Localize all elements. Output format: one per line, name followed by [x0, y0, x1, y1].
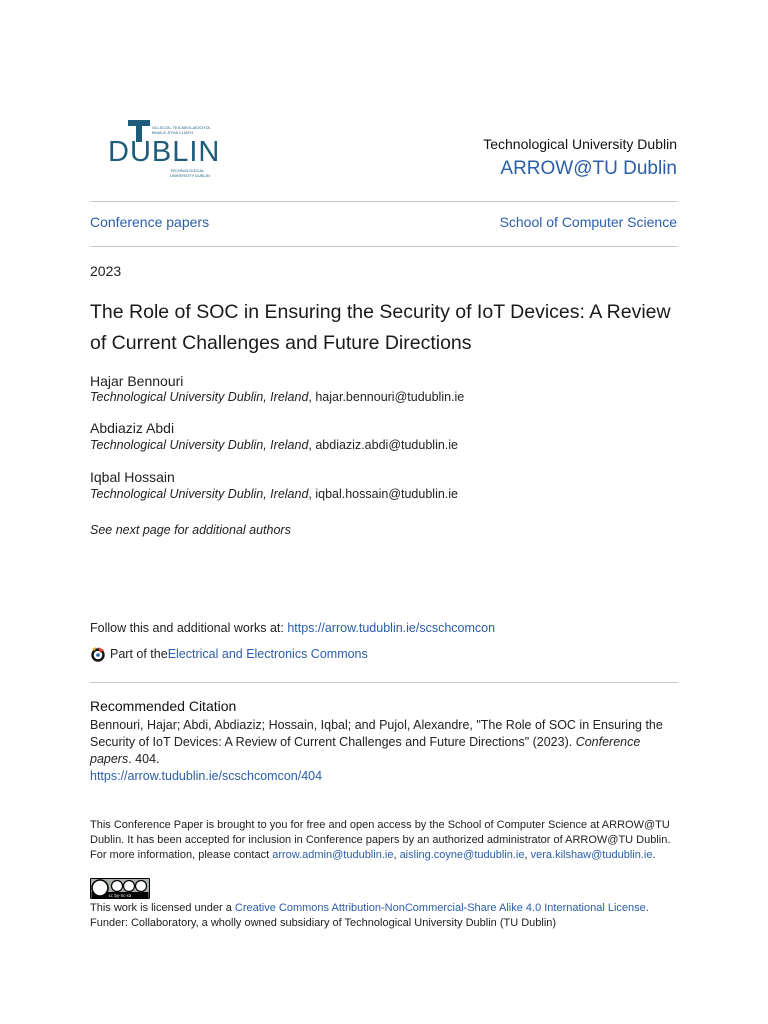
author-email: , iqbal.hossain@tudublin.ie: [308, 487, 458, 501]
follow-line: [90, 621, 495, 635]
network-commons-icon: [90, 646, 106, 662]
cc-badge-label: cc by-nc-sa: [108, 893, 132, 898]
tu-dublin-logo[interactable]: [106, 120, 221, 180]
contact-email-link[interactable]: arrow.admin@tudublin.ie: [272, 849, 394, 861]
affiliation-text: Technological University Dublin, Ireland: [90, 390, 309, 404]
license-link[interactable]: Creative Commons Attribution-NonCommercial-Share Alike 4.0 International License: [234, 902, 646, 914]
license-suffix: .: [645, 902, 649, 914]
author-name: Iqbal Hossain: [90, 469, 175, 485]
cc-license-badge-icon[interactable]: [90, 878, 150, 899]
additional-authors-note: See next page for additional authors: [90, 523, 291, 537]
publication-year: 2023: [90, 263, 122, 279]
access-text: This Conference Paper is brought to you for free and open access by the School of Computer Science at ARROW@TU Dublin. It has been accepted for inclusion in Conference papers by an authorized administrator of ARROW@TU Dublin. For more information, please contact: [90, 819, 671, 861]
follow-url-link[interactable]: https://arrow.tudublin.ie/scschcomcon: [287, 621, 496, 635]
follow-label: Follow this and additional works at:: [90, 621, 288, 635]
logo-wordmark: DUBLIN: [108, 136, 221, 168]
author-email: , abdiaziz.abdi@tudublin.ie: [308, 438, 458, 452]
funder-text: Funder: Collaboratory, a wholly owned subsidiary of Technological University Dublin (TU Dublin): [90, 917, 557, 929]
author-email: , hajar.bennouri@tudublin.ie: [308, 390, 465, 404]
paper-title: The Role of SOC in Ensuring the Security of IoT Devices: A Review of Current Challenges and Future Directions: [90, 301, 671, 354]
commons-link[interactable]: Electrical and Electronics Commons: [167, 647, 368, 661]
affiliation-text: Technological University Dublin, Ireland: [90, 438, 309, 452]
part-of-label: Part of the: [110, 647, 168, 661]
part-of-line: [90, 646, 368, 662]
repository-link[interactable]: ARROW@TU Dublin: [500, 158, 677, 179]
citation-journal: Conference papers: [90, 735, 641, 766]
school-link[interactable]: School of Computer Science: [499, 214, 677, 230]
contact-email-link[interactable]: vera.kilshaw@tudublin.ie: [530, 849, 653, 861]
separator: ,: [524, 849, 531, 861]
citation-body: Bennouri, Hajar; Abdi, Abdiaziz; Hossain, Iqbal; and Pujol, Alexandre, "The Role of SOC in Ensuring the Security of IoT Devices: A Review of Current Challenges and Future Directions" (2023).: [90, 718, 663, 749]
collection-link[interactable]: Conference papers: [90, 214, 210, 230]
author-affiliation: [90, 438, 458, 452]
author-name: Hajar Bennouri: [90, 373, 184, 389]
affiliation-text: Technological University Dublin, Ireland: [90, 487, 309, 501]
license-prefix: This work is licensed under a: [90, 902, 235, 914]
citation-text: [90, 717, 680, 785]
logo-english-line-1: TECHNOLOGICAL: [170, 168, 205, 173]
author-affiliation: [90, 487, 458, 501]
citation-url-link[interactable]: https://arrow.tudublin.ie/scschcomcon/404: [90, 769, 323, 783]
separator: ,: [393, 849, 400, 861]
institution-name: Technological University Dublin: [483, 136, 677, 152]
period: .: [652, 849, 656, 861]
divider-nav: [90, 246, 678, 247]
divider-top: [90, 201, 678, 202]
open-access-statement: [90, 818, 680, 863]
author-affiliation: [90, 390, 464, 404]
logo-english-line-2: UNIVERSITY DUBLIN: [170, 173, 210, 178]
citation-number: . 404.: [128, 752, 160, 766]
divider-citation: [90, 682, 678, 683]
contact-email-link[interactable]: aisling.coyne@tudublin.ie: [399, 849, 525, 861]
logo-irish-line-1: OLLSCOIL TEICNEOLAÍOCHTA: [152, 125, 210, 130]
author-name: Abdiaziz Abdi: [90, 420, 175, 436]
license-statement: [90, 901, 690, 931]
recommended-citation-heading: Recommended Citation: [90, 698, 237, 714]
logo-irish-line-2: BHAILE ÁTHA CLIATH: [152, 130, 193, 135]
